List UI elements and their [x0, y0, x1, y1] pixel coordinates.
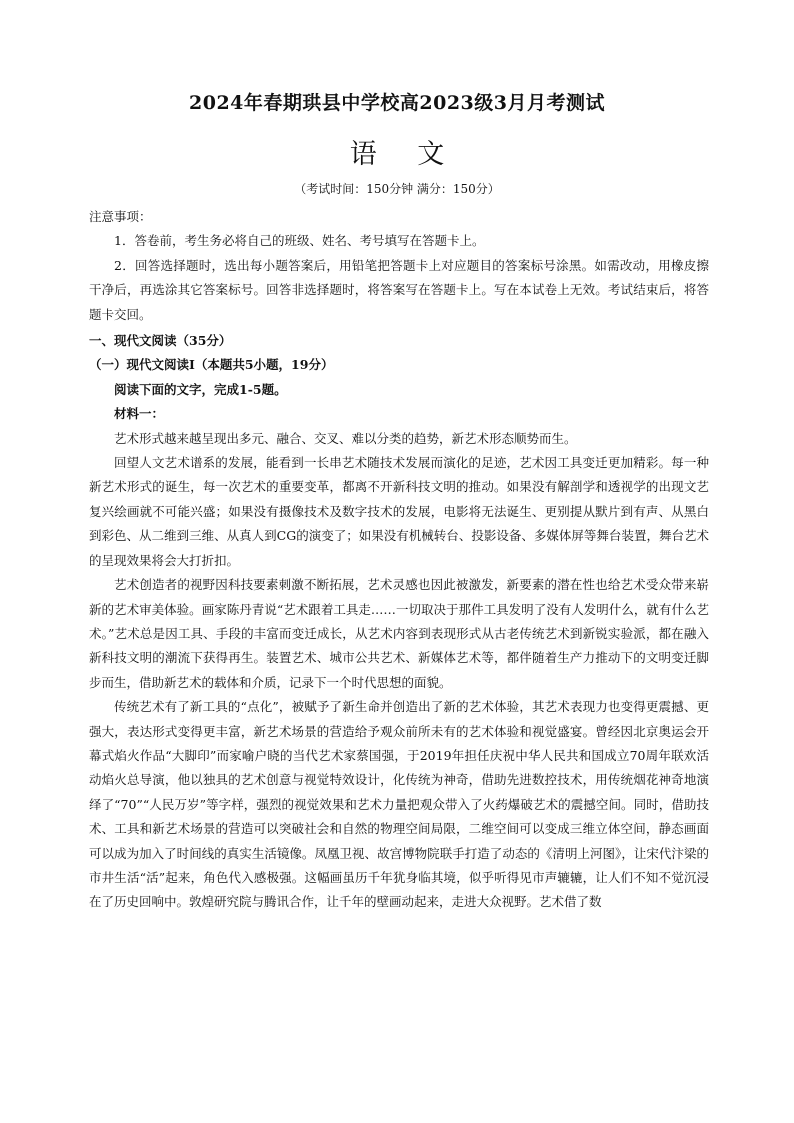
- exam-info: （考试时间：150分钟 满分：150分）: [294, 182, 500, 196]
- exam-title: 2024年春期珙县中学校高2023级3月月考测试: [189, 92, 605, 114]
- notice-item-1: 1．答卷前，考生务必将自己的班级、姓名、考号填写在答题卡上。: [114, 233, 485, 249]
- subject-title: 语 文: [349, 139, 461, 170]
- material-paragraph-3: 艺术创造者的视野因科技要素刺激不断拓展，艺术灵感也因此被激发，新要素的潜在性也给艺术受众带来崭新的艺术审美体验。画家陈丹青说“艺术跟着工具走……一切取决于那件工具发明了没有人发明什么，就有什么艺术。”艺术总是因工具、手段的丰富而变迁成长，从艺术内容到表现形式从古老传统艺术到新锐实验派，都在融入新科技文明的潮流下获得再生。装置艺术、城市公共艺术、新媒体艺术等，都伴随着生产力推动下的文明变迁脚步而生，借助新艺术的载体和介质，记录下一个时代思想的面貌。: [89, 577, 709, 690]
- exam-content: [89, 205, 709, 915]
- material-paragraph-2: 回望人文艺术谱系的发展，能看到一长串艺术随技术发展而演化的足迹，艺术因工具变迁更加精彩。每一种新艺术形式的诞生，每一次艺术的重要变革，都离不开新科技文明的推动。如果没有解剖学和透视学的出现文艺复兴绘画就不可能兴盛；如果没有摄像技术及数字技术的发展，电影将无法诞生、更别提从默片到有声、从黑白到彩色、从二维到三维、从真人到CG的演变了；如果没有机械转台、投影设备、多媒体屏等舞台装置，舞台艺术的呈现效果将会大打折扣。: [89, 455, 709, 568]
- material-paragraph-4: 传统艺术有了新工具的“点化”，被赋予了新生命并创造出了新的艺术体验，其艺术表现力也变得更震撼、更强大，表达形式变得更丰富，新艺术场景的营造给予观众前所未有的艺术体验和视觉盛宴。曾经因北京奥运会开幕式焰火作品“大脚印”而家喻户晓的当代艺术家蔡国强，于2019年担任庆祝中华人民共和国成立70周年联欢活动焰火总导演，他以独具的艺术创意与视觉特效设计，化传统为神奇，借助先进数控技术，用传统烟花神奇地演绎了“70”“人民万岁”等字样，强烈的视觉效果和艺术力量把观众带入了火药爆破艺术的震撼空间。同时，借助技术、工具和新艺术场景的营造可以突破社会和自然的物理空间局限，二维空间可以变成三维立体空间，静态画面可以成为加入了时间线的真实生活镜像。凤凰卫视、故宫博物院联手打造了动态的《清明上河图》，让宋代汴梁的市井生活“活”起来，角色代入感极强。这幅画虽历千年犹身临其境，似乎听得见市声辘辘，让人们不知不觉沉浸在了历史回响中。敦煌研究院与腾讯合作，让千年的壁画动起来，走进大众视野。艺术借了数: [89, 699, 709, 910]
- notice-item-2: 2．回答选择题时，选出每小题答案后，用铅笔把答题卡上对应题目的答案标号涂黑。如需改动，用橡皮擦干净后，再选涂其它答案标号。回答非选择题时，将答案写在答题卡上。写在本试卷上无效。考试结束后，将答题卡交回。: [89, 257, 709, 322]
- subsection-heading: （一）现代文阅读Ⅰ（本题共5小题，19分）: [89, 357, 334, 373]
- material-paragraph-1: 艺术形式越来越呈现出多元、融合、交叉、难以分类的趋势，新艺术形态顺势而生。: [114, 430, 577, 446]
- section-heading: 一、现代文阅读（35分）: [89, 333, 232, 349]
- material-label: 材料一：: [114, 406, 165, 422]
- notice-heading: 注意事项：: [89, 209, 152, 224]
- reading-instruction: 阅读下面的文字，完成1-5题。: [114, 381, 287, 397]
